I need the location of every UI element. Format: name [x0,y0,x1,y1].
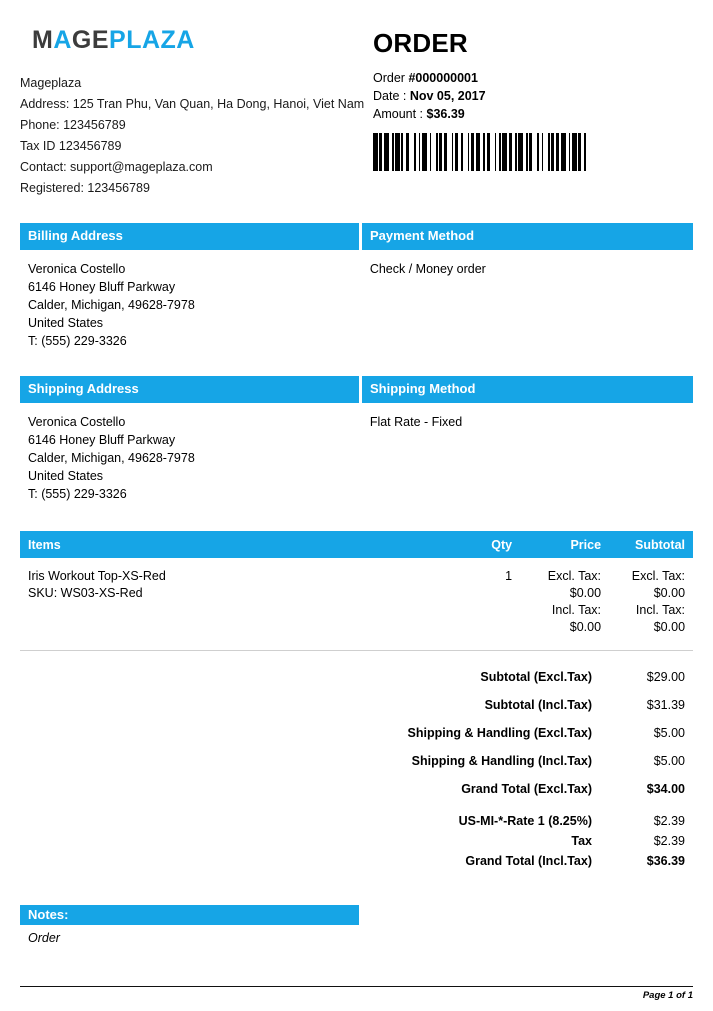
totals-value: $5.00 [653,726,685,740]
order-date-value: Nov 05, 2017 [409,89,486,103]
totals-label: Subtotal (Incl.Tax) [484,698,592,712]
company-phone: Phone: 123456789 [20,118,126,132]
order-number-value: #000000001 [408,71,478,85]
item-subtotal-incl-value: $0.00 [653,620,686,634]
order-amount-value: $36.39 [426,107,465,121]
shipping-line: United States [28,469,104,483]
order-number-label: Order [373,71,409,85]
item-subtotal-excl-label: Excl. Tax: [631,569,686,583]
items-table-header [20,531,693,558]
mageplaza-logo [32,26,370,55]
billing-line: Veronica Costello [28,262,126,276]
billing-line: T: (555) 229-3326 [28,334,127,348]
totals-label: Shipping & Handling (Excl.Tax) [407,726,592,740]
table-row [20,558,693,636]
totals-value: $29.00 [646,670,685,684]
billing-line: Calder, Michigan, 49628-7978 [28,298,195,312]
totals-value: $36.39 [646,854,685,868]
shipping-method-value: Flat Rate - Fixed [369,415,463,429]
items-col-qty: Qty [491,537,513,552]
document-header [20,0,693,199]
totals-value: $2.39 [653,834,685,848]
order-amount-line [373,105,693,123]
item-sku: SKU: WS03-XS-Red [28,586,143,600]
totals-value: $31.39 [646,698,685,712]
logo-part-4: PLAZA [109,26,195,54]
payment-method-heading: Payment Method [362,223,693,250]
company-name: Mageplaza [20,76,82,90]
totals-row [20,719,693,747]
totals-label: Subtotal (Excl.Tax) [480,670,592,684]
totals-row [20,831,693,851]
totals-row [20,851,693,871]
items-divider [20,650,693,651]
company-block [20,26,370,199]
page-footer: Page 1 of 1 [20,986,693,1001]
notes-heading: Notes: [20,905,359,925]
totals-label: Tax [571,834,592,848]
billing-address-heading: Billing Address [20,223,359,250]
items-col-item: Items [28,537,61,552]
company-tax-id: Tax ID 123456789 [20,139,122,153]
company-address: Address: 125 Tran Phu, Van Quan, Ha Dong, Hanoi, Viet Nam [20,97,365,111]
totals-value: $2.39 [653,814,685,828]
item-description [20,568,423,636]
item-qty: 1 [505,569,513,583]
totals-row [20,691,693,719]
item-price [512,568,601,636]
totals-label: Shipping & Handling (Incl.Tax) [411,754,592,768]
order-amount-label: Amount : [373,107,427,121]
company-registered: Registered: 123456789 [20,181,150,195]
payment-method-value: Check / Money order [369,262,486,276]
item-subtotal-incl-label: Incl. Tax: [635,603,686,617]
item-subtotal [601,568,693,636]
barcode-image [373,133,591,171]
order-number-line [373,69,693,87]
item-price-incl-value: $0.00 [569,620,602,634]
totals-value: $5.00 [653,754,685,768]
company-details [20,73,370,198]
billing-payment-headers [20,223,693,250]
shipping-method-heading: Shipping Method [362,376,693,403]
shipping-address-value [20,403,359,503]
order-block [373,26,693,171]
logo-part-3: GE [71,26,110,54]
item-subtotal-excl-value: $0.00 [653,586,686,600]
totals-label: US-MI-*-Rate 1 (8.25%) [458,814,592,828]
items-col-subtotal: Subtotal [635,537,686,552]
shipping-line: Veronica Costello [28,415,126,429]
totals-value: $34.00 [646,782,685,796]
company-contact: Contact: support@mageplaza.com [20,160,213,174]
totals-row [20,803,693,831]
totals-row [20,747,693,775]
totals-label: Grand Total (Excl.Tax) [461,782,592,796]
totals-row [20,775,693,803]
document-title: ORDER [373,28,468,58]
order-meta [373,69,693,123]
shipping-headers [20,376,693,403]
logo-part-1: M [32,26,54,54]
shipping-line: T: (555) 229-3326 [28,487,127,501]
order-date-label: Date : [373,89,410,103]
totals-label: Grand Total (Incl.Tax) [465,854,592,868]
totals-row [20,663,693,691]
billing-line: United States [28,316,104,330]
logo-part-2: A [53,26,72,54]
shipping-body [20,403,693,503]
shipping-line: 6146 Honey Bluff Parkway [28,433,176,447]
item-price-excl-label: Excl. Tax: [547,569,602,583]
item-name: Iris Workout Top-XS-Red [28,569,166,583]
billing-address-value [20,250,359,350]
billing-line: 6146 Honey Bluff Parkway [28,280,176,294]
item-price-excl-value: $0.00 [569,586,602,600]
order-date-line [373,87,693,105]
notes-body: Order [28,931,60,945]
shipping-address-heading: Shipping Address [20,376,359,403]
totals-table [20,663,693,871]
items-col-price: Price [570,537,602,552]
item-price-incl-label: Incl. Tax: [551,603,602,617]
billing-payment-body [20,250,693,350]
shipping-line: Calder, Michigan, 49628-7978 [28,451,195,465]
